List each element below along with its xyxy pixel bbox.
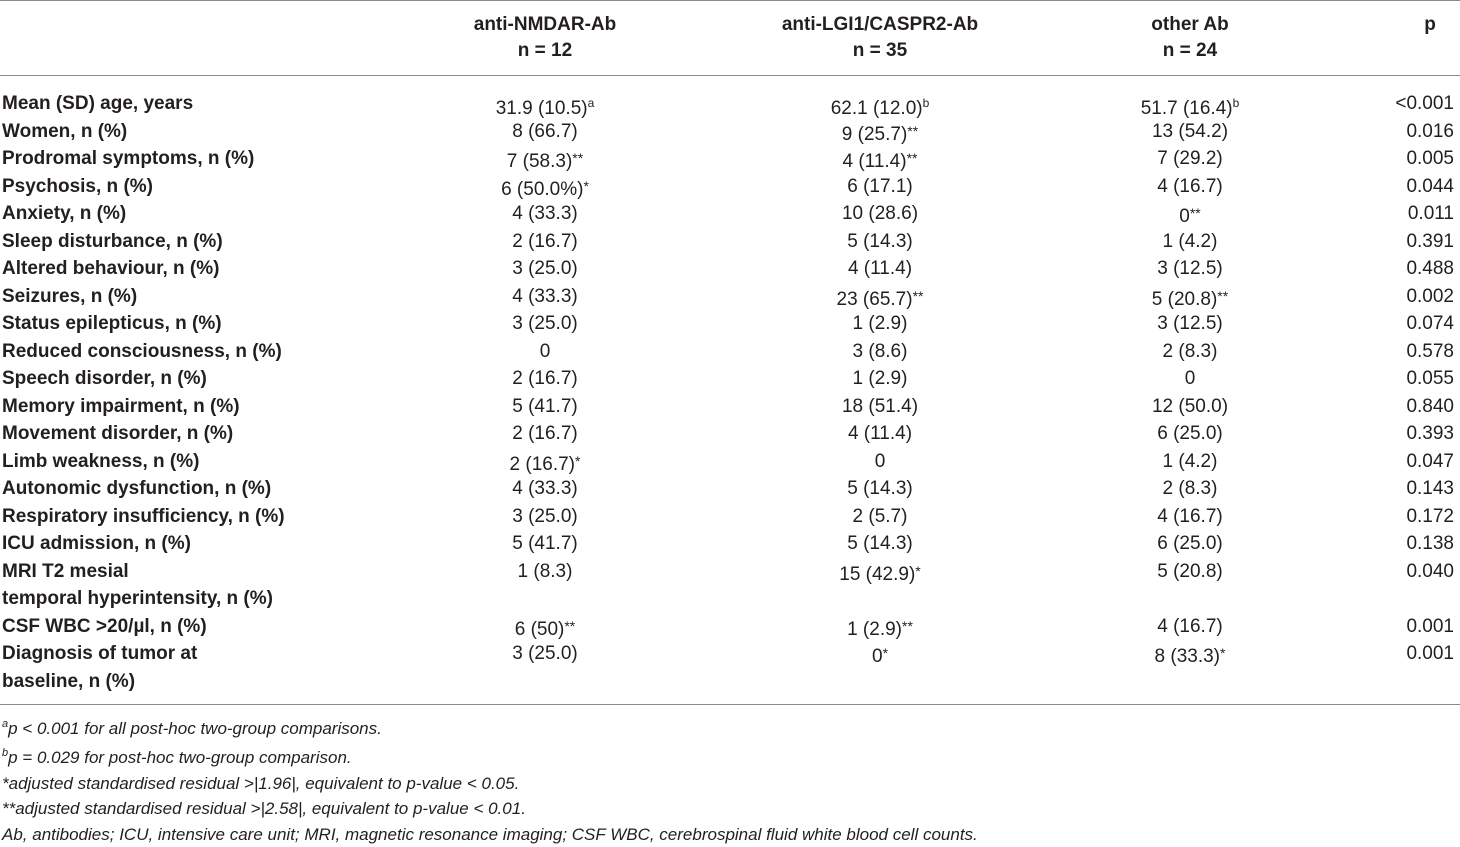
row-label: Mean (SD) age, years [2, 93, 194, 114]
cell-value: 6 (50.0%) [501, 178, 584, 200]
row-label: Sleep disturbance, n (%) [2, 230, 223, 252]
table-row [0, 255, 1460, 283]
table-row [0, 228, 1460, 256]
value-cell [1080, 393, 1300, 421]
value-cell [430, 640, 660, 668]
cell-value: 9 (25.7) [841, 123, 908, 145]
cell-value: 6 (17.1) [847, 175, 913, 197]
p-value-cell: 0.040 [1406, 560, 1454, 582]
row-label: Speech disorder, n (%) [2, 368, 207, 389]
significance-marker: ** [912, 287, 924, 304]
cell-value: 5 (41.7) [512, 533, 578, 554]
value-cell [1080, 255, 1300, 283]
value-cell [740, 530, 1020, 558]
column-header-p: p [1424, 14, 1436, 35]
cell-value: 2 (16.7) [509, 453, 576, 475]
footnote-superscript: a [587, 96, 595, 110]
cell-value: 4 (16.7) [1157, 175, 1223, 197]
footnote-marker: b [2, 747, 9, 760]
footnote-text: p = 0.029 for post-hoc two-group comparison. [8, 748, 352, 768]
value-cell [1080, 118, 1300, 146]
value-cell [430, 310, 660, 338]
cell-value: 18 (51.4) [841, 395, 919, 417]
table-row [0, 530, 1460, 558]
row-label: Prodromal symptoms, n (%) [2, 148, 255, 169]
value-cell [740, 145, 1020, 176]
column-header-anti-nmdar [430, 12, 660, 64]
cell-value: 4 (33.3) [512, 478, 578, 499]
value-cell [1080, 365, 1300, 393]
value-cell [740, 420, 1020, 448]
cell-value: 1 (4.2) [1162, 450, 1218, 472]
cell-value: 2 (16.7) [512, 230, 578, 252]
footnote-text: *adjusted standardised residual >|1.96|, equivalent to p-value < 0.05. [2, 773, 520, 793]
value-cell [430, 558, 660, 586]
row-label: Respiratory insufficiency, n (%) [2, 505, 285, 527]
column-header-n: n = 12 [517, 40, 573, 61]
significance-marker: ** [906, 150, 918, 166]
p-value-cell: 0.172 [1406, 505, 1454, 527]
row-label-line: Diagnosis of tumor at [2, 643, 198, 664]
table-row [0, 558, 1460, 613]
value-cell [430, 118, 660, 146]
value-cell [430, 503, 660, 531]
value-cell [740, 365, 1020, 393]
footnote [2, 771, 1452, 796]
footnote-text: Ab, antibodies; ICU, intensive care unit; MRI, magnetic resonance imaging; CSF WBC, cerebrospinal fluid white blood cell counts. [2, 824, 978, 844]
footnote-text: p < 0.001 for all post-hoc two-group comparisons. [8, 719, 382, 738]
cell-value: 31.9 (10.5) [495, 98, 588, 119]
cell-value: 2 (16.7) [512, 368, 578, 389]
table-row [0, 338, 1460, 366]
table-row [0, 310, 1460, 338]
value-cell [740, 640, 1020, 671]
cell-value: 0 [874, 450, 886, 472]
significance-marker: * [882, 645, 889, 661]
header-rule [0, 75, 1460, 76]
value-cell [1080, 283, 1300, 314]
row-label: Altered behaviour, n (%) [2, 258, 220, 279]
row-label [2, 640, 422, 695]
cell-value: 10 (28.6) [841, 203, 919, 224]
value-cell [740, 228, 1020, 256]
cell-value: 2 (5.7) [852, 505, 908, 527]
bottom-rule [0, 704, 1460, 705]
significance-marker: ** [564, 617, 576, 634]
cell-value: 1 (4.2) [1162, 230, 1218, 252]
cell-value: 2 (16.7) [512, 423, 578, 444]
table-body [0, 90, 1460, 695]
cell-value: 3 (25.0) [512, 313, 578, 334]
value-cell [740, 503, 1020, 531]
row-label: Seizures, n (%) [2, 285, 138, 307]
cell-value: 6 (50) [514, 618, 565, 640]
top-rule [0, 0, 1460, 1]
column-header-anti-lgi1-caspr2 [740, 12, 1020, 64]
footnote [2, 741, 1452, 770]
value-cell [430, 145, 660, 176]
table-row [0, 200, 1460, 228]
value-cell [1080, 420, 1300, 448]
cell-value: 3 (25.0) [512, 258, 578, 279]
value-cell [430, 393, 660, 421]
p-value-cell: 0.047 [1406, 450, 1454, 472]
row-label: Limb weakness, n (%) [2, 450, 200, 472]
value-cell [430, 283, 660, 311]
value-cell [740, 173, 1020, 201]
p-value-cell: 0.005 [1406, 148, 1454, 169]
cell-value: 6 (25.0) [1157, 533, 1223, 554]
cell-value: 3 (8.6) [852, 340, 908, 362]
value-cell [430, 200, 660, 228]
value-cell [740, 310, 1020, 338]
value-cell [1080, 310, 1300, 338]
significance-marker: ** [572, 150, 584, 166]
significance-marker: * [583, 177, 589, 194]
cell-value: 51.7 (16.4) [1140, 98, 1233, 119]
table-row [0, 173, 1460, 201]
p-value-cell: 0.391 [1406, 230, 1454, 252]
significance-marker: * [1220, 645, 1226, 661]
footnote-text: **adjusted standardised residual >|2.58|, equivalent to p-value < 0.01. [2, 799, 526, 819]
column-header-name: other Ab [1151, 14, 1229, 35]
value-cell [740, 475, 1020, 503]
value-cell [1080, 613, 1300, 641]
row-label-line: temporal hyperintensity, n (%) [2, 588, 273, 609]
value-cell [1080, 448, 1300, 476]
p-value-cell: 0.393 [1406, 423, 1454, 444]
row-label [2, 558, 422, 613]
column-header-other-ab [1080, 12, 1300, 64]
cell-value: 4 (16.7) [1157, 505, 1223, 527]
cell-value: 2 (8.3) [1162, 340, 1218, 362]
table-row [0, 365, 1460, 393]
cell-value: 0 [871, 646, 883, 667]
p-value-cell: 0.143 [1406, 478, 1454, 499]
p-value-cell: 0.055 [1406, 368, 1454, 389]
value-cell [1080, 228, 1300, 256]
cell-value: 3 (12.5) [1157, 313, 1223, 334]
cell-value: 1 (2.9) [852, 313, 908, 334]
footnote-superscript: b [922, 96, 930, 110]
cell-value: 6 (25.0) [1157, 423, 1223, 444]
cell-value: 12 (50.0) [1151, 395, 1229, 417]
footnote [2, 796, 1452, 821]
value-cell [430, 448, 660, 479]
cell-value: 4 (33.3) [512, 285, 578, 307]
column-header-name: anti-NMDAR-Ab [473, 14, 617, 35]
table-row [0, 503, 1460, 531]
significance-marker: * [915, 562, 921, 579]
value-cell [740, 448, 1020, 476]
p-value-cell: 0.578 [1406, 340, 1454, 362]
cell-value: 2 (8.3) [1162, 478, 1218, 499]
cell-value: 0 [1184, 368, 1196, 389]
p-value-cell: 0.002 [1406, 285, 1454, 307]
value-cell [1080, 145, 1300, 173]
row-label-line: MRI T2 mesial [2, 560, 129, 582]
significance-marker: ** [1189, 205, 1201, 221]
cell-value: 5 (14.3) [847, 533, 913, 554]
cell-value: 3 (25.0) [512, 643, 578, 664]
significance-marker: ** [902, 617, 913, 634]
cell-value: 0 [1179, 206, 1190, 227]
cell-value: 13 (54.2) [1151, 120, 1229, 142]
table-row [0, 283, 1460, 311]
table-row [0, 90, 1460, 118]
cell-value: 1 (2.9) [847, 618, 902, 640]
p-value-cell: <0.001 [1395, 93, 1454, 114]
cell-value: 8 (66.7) [512, 120, 578, 142]
cell-value: 4 (11.4) [847, 258, 913, 279]
table-row [0, 475, 1460, 503]
value-cell [1080, 640, 1300, 671]
value-cell [1080, 200, 1300, 231]
cell-value: 15 (42.9) [839, 563, 916, 585]
cell-value: 5 (41.7) [512, 395, 578, 417]
cell-value: 4 (11.4) [842, 151, 907, 172]
cell-value: 7 (58.3) [506, 151, 573, 172]
p-value-cell: 0.001 [1406, 615, 1454, 637]
table-row [0, 613, 1460, 641]
cell-value: 0 [539, 340, 551, 362]
value-cell [1080, 530, 1300, 558]
value-cell [430, 530, 660, 558]
cell-value: 23 (65.7) [836, 288, 913, 310]
footnote [2, 822, 1452, 847]
p-value-cell: 0.074 [1406, 313, 1454, 334]
table-row [0, 393, 1460, 421]
table-row [0, 118, 1460, 146]
cell-value: 4 (16.7) [1157, 615, 1223, 637]
value-cell [740, 558, 1020, 589]
cell-value: 8 (33.3) [1154, 646, 1221, 667]
value-cell [430, 338, 660, 366]
p-value-cell: 0.488 [1406, 258, 1454, 279]
value-cell [1080, 503, 1300, 531]
footnote [2, 712, 1452, 741]
cell-value: 5 (20.8) [1157, 560, 1223, 582]
row-label: Autonomic dysfunction, n (%) [2, 478, 272, 499]
value-cell [430, 173, 660, 204]
value-cell [1080, 558, 1300, 586]
p-value-cell: 0.138 [1406, 533, 1454, 554]
row-label: Anxiety, n (%) [2, 203, 127, 224]
cell-value: 5 (14.3) [847, 230, 913, 252]
value-cell [430, 255, 660, 283]
column-header-n: n = 35 [852, 40, 908, 61]
value-cell [1080, 338, 1300, 366]
row-label: ICU admission, n (%) [2, 533, 191, 554]
footnote-marker: a [2, 718, 9, 730]
p-value-cell: 0.016 [1406, 120, 1454, 142]
value-cell [430, 613, 660, 644]
cell-value: 5 (14.3) [847, 478, 913, 499]
value-cell [430, 228, 660, 256]
row-label: Reduced consciousness, n (%) [2, 340, 282, 362]
value-cell [740, 118, 1020, 149]
p-value-cell: 0.011 [1407, 203, 1454, 224]
column-header-name: anti-LGI1/CASPR2-Ab [781, 14, 979, 35]
value-cell [740, 255, 1020, 283]
cell-value: 1 (8.3) [517, 560, 573, 582]
value-cell [1080, 173, 1300, 201]
table-row [0, 640, 1460, 695]
table-row [0, 145, 1460, 173]
column-header-n: n = 24 [1162, 40, 1218, 61]
value-cell [430, 475, 660, 503]
cell-value: 5 (20.8) [1151, 288, 1218, 310]
p-value-cell: 0.044 [1406, 175, 1454, 197]
value-cell [1080, 475, 1300, 503]
value-cell [740, 393, 1020, 421]
p-value-cell: 0.001 [1406, 643, 1454, 664]
row-label: Memory impairment, n (%) [2, 395, 240, 417]
cell-value: 3 (25.0) [512, 505, 578, 527]
significance-marker: * [575, 452, 581, 469]
significance-marker: ** [1217, 287, 1229, 304]
cell-value: 7 (29.2) [1157, 148, 1223, 169]
row-label: Women, n (%) [2, 120, 128, 142]
value-cell [740, 338, 1020, 366]
row-label: Status epilepticus, n (%) [2, 313, 222, 334]
footnotes [2, 712, 1452, 847]
row-label: Psychosis, n (%) [2, 175, 153, 197]
p-value-cell: 0.840 [1406, 395, 1454, 417]
significance-marker: ** [907, 122, 919, 139]
value-cell [740, 613, 1020, 644]
row-label: CSF WBC >20/µl, n (%) [2, 615, 207, 637]
value-cell [430, 365, 660, 393]
cell-value: 4 (11.4) [847, 423, 913, 444]
table-row [0, 448, 1460, 476]
value-cell [740, 283, 1020, 314]
footnote-superscript: b [1232, 96, 1240, 110]
value-cell [740, 200, 1020, 228]
cell-value: 1 (2.9) [852, 368, 908, 389]
table-row [0, 420, 1460, 448]
cell-value: 3 (12.5) [1157, 258, 1223, 279]
cell-value: 62.1 (12.0) [830, 98, 923, 119]
row-label-line: baseline, n (%) [2, 670, 136, 692]
row-label: Movement disorder, n (%) [2, 423, 234, 444]
value-cell [430, 420, 660, 448]
cell-value: 4 (33.3) [512, 203, 578, 224]
